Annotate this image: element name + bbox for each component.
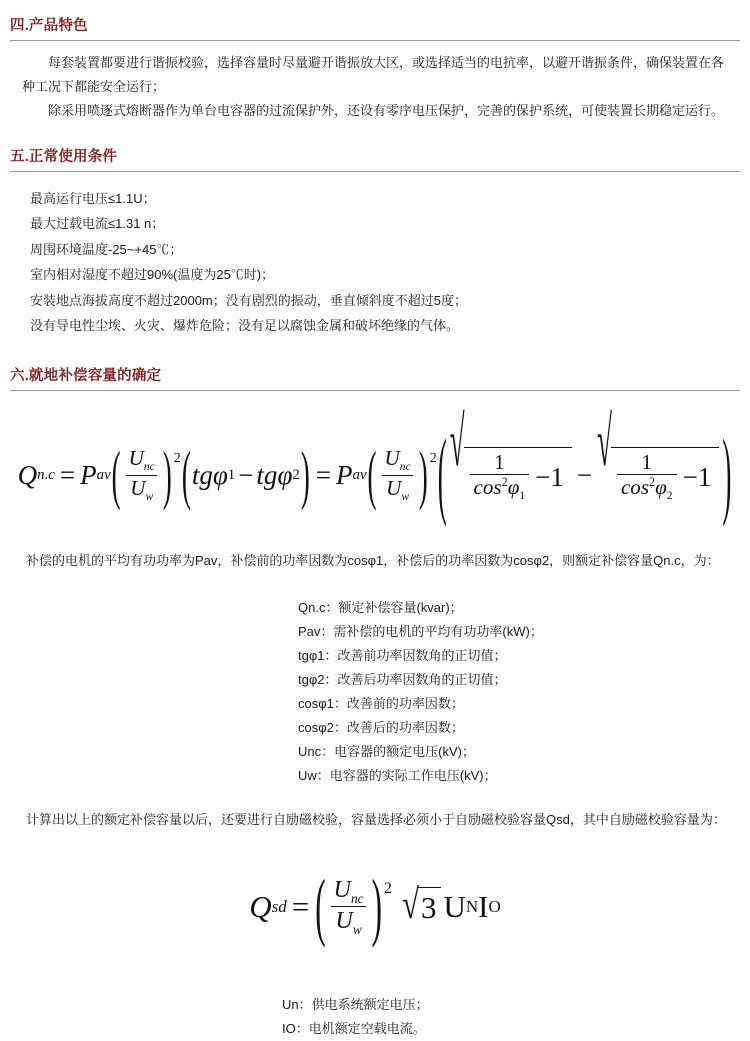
tg-2: tg (256, 459, 278, 490)
paren-open: ( (181, 437, 191, 511)
paren-group-5 (314, 862, 392, 949)
phi-2: φ (655, 475, 667, 500)
frac-num-sub: nc (399, 460, 411, 474)
phi-2-sub: 2 (666, 489, 673, 503)
phi-1: φ (507, 475, 520, 500)
cos: cos (620, 475, 650, 500)
section-six-heading: 六.就地补偿容量的确定 (10, 368, 162, 385)
definition-item: cosφ2：改善后的功率因数； (298, 719, 464, 735)
list-item: 室内相对湿度不超过90%(温度为25℃时)； (30, 267, 275, 283)
phi-1-sub: 1 (227, 466, 236, 483)
paren-open: ( (315, 862, 326, 949)
section-five-list (0, 172, 750, 338)
cos: cos (473, 475, 502, 500)
formula2-q: Q (249, 888, 272, 924)
fraction-one-cos2phi2 (617, 451, 677, 502)
explanation-intro: 补偿的电机的平均有功功率为Pav，补偿前的功率因数为cosφ1，补偿后的功率因数为cosφ2，则额定补偿容量Qn.c，为： (26, 552, 720, 568)
frac-num: U (333, 875, 352, 903)
minus-one: −1 (535, 461, 564, 492)
section-six-divider (10, 390, 740, 391)
paren-group-3 (367, 437, 437, 511)
phi-2: φ (277, 459, 293, 490)
frac-num-sub: nc (351, 890, 364, 906)
tg-1: tg (191, 459, 213, 490)
paren-group-2 (181, 437, 311, 511)
cos-exponent: 2 (649, 475, 656, 490)
definition-item: Un：供电系统额定电压； (282, 997, 429, 1013)
formula2-q-sub: sd (271, 896, 287, 916)
paren-close: ) (300, 437, 310, 511)
list-item: 周围环境温度-25~+45℃； (30, 241, 183, 257)
phi-2-sub: 2 (292, 466, 300, 483)
paren-open: ( (111, 437, 121, 511)
list-item: 最高运行电压≤1.1U； (30, 191, 156, 207)
formula-q-sub: n.c (37, 466, 55, 483)
list-item: 最大过载电流≤1.31 n； (30, 216, 165, 232)
formula-p: P (80, 459, 97, 490)
fraction-unc-uw-2 (381, 447, 415, 503)
section-five (0, 123, 750, 172)
definition-item: Qn.c：额定补偿容量(kvar)； (298, 599, 463, 615)
numerator-one: 1 (641, 450, 653, 475)
paren-close: ) (162, 437, 172, 511)
definition-item: Pav：需补偿的电机的平均有功功率(kW)； (298, 623, 543, 639)
formula2-i-sub: O (488, 896, 501, 916)
formula-qnc (0, 402, 750, 528)
section-five-heading: 五.正常使用条件 (10, 149, 118, 166)
paragraph: 除采用喷逐式熔断器作为单台电容器的过流保护外，还设有零序电压保护，完善的保护系统，可使装置长期稳定运行。 (48, 103, 725, 119)
definition-list (0, 574, 750, 788)
definition-item: IO：电机额定空载电流。 (282, 1021, 426, 1037)
root-three: 3 (420, 890, 437, 926)
minus-one: −1 (682, 461, 712, 492)
fraction-unc-uw (125, 447, 159, 503)
definition-item: cosφ1：改善前的功率因数； (298, 695, 464, 711)
paren-open: ( (367, 437, 377, 511)
section-four-heading: 四.产品特色 (10, 18, 88, 34)
minus-sign: − (238, 459, 254, 490)
formula-q: Q (17, 459, 38, 490)
cos-exponent: 2 (501, 475, 508, 490)
frac-num: U (128, 446, 144, 471)
definition-item: Uw：电容器的实际工作电压(kV)； (298, 767, 497, 783)
formula2-u: U (443, 888, 466, 924)
formula-p-sub: av (96, 466, 111, 483)
radical-sign: √ (597, 402, 612, 481)
paren-exponent: 2 (383, 879, 392, 897)
definition-item: tgφ2：改善后功率因数角的正切值； (298, 671, 507, 687)
frac-den: U (386, 475, 402, 500)
radical-2 (597, 402, 719, 503)
radical-1 (449, 402, 572, 503)
phi-1-sub: 1 (519, 489, 526, 503)
paren-open-large: ( (437, 419, 447, 528)
section-six (0, 338, 750, 391)
numerator-one: 1 (494, 450, 505, 475)
frac-den-sub: w (145, 489, 154, 503)
radical-sign: √ (401, 880, 419, 928)
paragraph: 每套装置都要进行谐振校验，选择容量时尽量避开谐振放大区，或选择适当的电抗率，以避开谐振条件，确保装置在各种工况下都能安全运行； (22, 55, 725, 95)
list-item: 安装地点海拔高度不超过2000m；没有剧烈的振动，垂直倾斜度不超过5度； (30, 292, 467, 308)
minus-sign-2: − (576, 459, 593, 490)
frac-num: U (384, 446, 400, 471)
formula-p-sub-2: av (352, 466, 367, 483)
paren-exponent: 2 (429, 450, 437, 466)
section-four (0, 0, 750, 41)
definition-item: Unc：电容器的额定电压(kV)； (298, 743, 475, 759)
formula-qsd (0, 862, 750, 949)
fraction-one-cos2phi1 (470, 451, 530, 502)
paren-group-1 (111, 437, 181, 511)
formula-equals: = (59, 459, 76, 490)
formula2-u-sub: N (465, 896, 479, 916)
formula2-i: I (478, 888, 489, 924)
paren-exponent: 2 (173, 450, 181, 466)
explanation-note: 计算出以上的额定补偿容量以后，还要进行自励磁校验，容量选择必须小于自励磁校验容量Qsd，其中自励磁校验容量为： (26, 811, 726, 827)
fraction-unc-uw-3 (330, 877, 368, 938)
frac-num-sub: nc (143, 460, 155, 474)
radical-sign: √ (449, 402, 465, 481)
paren-close: ) (371, 862, 382, 949)
formula-equals-2: = (315, 459, 332, 490)
phi-1: φ (212, 459, 228, 490)
list-item: 没有导电性尘埃、火灾、爆炸危险；没有足以腐蚀金属和破坏绝缘的气体。 (30, 317, 460, 333)
section-four-body (0, 41, 750, 123)
frac-den: U (335, 907, 353, 935)
frac-den: U (130, 475, 146, 500)
paren-close: ) (418, 437, 428, 511)
paren-close-large: ) (722, 419, 732, 528)
definition-item: tgφ1：改善前功率因数角的正切值； (298, 647, 507, 663)
tail-definition-list (0, 937, 750, 1041)
formula-p-2: P (336, 459, 353, 490)
frac-den-sub: w (352, 922, 362, 938)
frac-den-sub: w (401, 489, 410, 503)
radical-3 (401, 880, 442, 928)
paren-group-4 (437, 402, 733, 528)
formula2-equals: = (291, 888, 310, 924)
